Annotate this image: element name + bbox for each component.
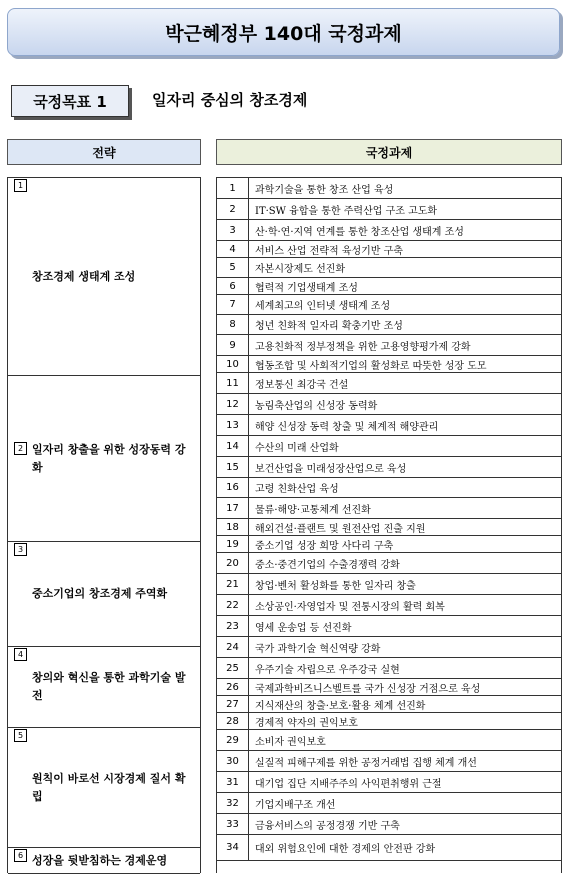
task-table — [216, 177, 562, 873]
strategy-label: 창의와 혁신을 통한 과학기술 발전 — [32, 671, 186, 702]
strategy-number: 3 — [14, 543, 27, 556]
task-label: 청년 친화적 일자리 확충기반 조성 — [255, 321, 403, 332]
task-row — [217, 553, 561, 574]
page-title: 박근혜정부 140대 국정과제 — [7, 8, 560, 56]
task-row — [217, 616, 561, 637]
strategy-label: 창조경제 생태계 조성 — [32, 269, 136, 283]
task-row — [217, 835, 561, 861]
task-number: 30 — [217, 751, 249, 771]
strategy-item-6 — [8, 848, 200, 874]
strategy-number: 2 — [14, 442, 27, 455]
tasks-header: 국정과제 — [216, 139, 562, 165]
strategy-item-5 — [8, 728, 200, 848]
strategy-number: 1 — [14, 179, 27, 192]
task-label: 해외건설·플랜트 및 원전산업 진출 지원 — [255, 523, 426, 535]
task-row — [217, 457, 561, 478]
task-number: 1 — [217, 178, 249, 198]
task-row — [217, 814, 561, 835]
task-row — [217, 478, 561, 498]
task-row — [217, 220, 561, 241]
task-row — [217, 415, 561, 436]
task-number: 18 — [217, 519, 249, 535]
task-number: 2 — [217, 199, 249, 219]
task-label: 실질적 피해구제를 위한 공정거래법 집행 체계 개선 — [255, 757, 477, 769]
task-row — [217, 178, 561, 199]
task-label: 창업·벤처 활성화를 통한 일자리 창출 — [255, 580, 416, 592]
strategy-item-2 — [8, 376, 200, 542]
task-row — [217, 373, 561, 394]
task-label: 영세 운송업 등 선진화 — [255, 622, 352, 634]
task-row — [217, 295, 561, 315]
task-label: 대기업 집단 지배주주의 사익편취행위 근절 — [255, 778, 442, 790]
task-number: 33 — [217, 814, 249, 834]
task-number: 17 — [217, 498, 249, 518]
task-number: 27 — [217, 696, 249, 712]
task-label: 국제과학비즈니스벨트를 국가 신성장 거점으로 육성 — [255, 683, 481, 695]
task-label: 지식재산의 창출·보호·활용 체계 선진화 — [255, 700, 426, 712]
task-label: 우주기술 자립으로 우주강국 실현 — [255, 664, 400, 676]
task-number: 16 — [217, 478, 249, 497]
task-number: 11 — [217, 373, 249, 393]
strategy-item-1 — [8, 178, 200, 376]
task-number: 9 — [217, 335, 249, 355]
task-label: 협력적 기업생태계 조성 — [255, 282, 358, 294]
task-label: 정보통신 최강국 건설 — [255, 379, 349, 391]
task-row — [217, 637, 561, 658]
goal-label: 국정목표 1 — [11, 85, 129, 117]
task-row — [217, 335, 561, 356]
task-row — [217, 679, 561, 696]
task-row — [217, 278, 561, 295]
strategy-item-3 — [8, 542, 200, 647]
task-row — [217, 713, 561, 730]
task-number: 3 — [217, 220, 249, 240]
task-label: 물류·해양·교통체계 선진화 — [255, 504, 371, 516]
strategy-number: 6 — [14, 849, 27, 862]
task-row — [217, 696, 561, 713]
task-label: 고령 친화산업 육성 — [255, 484, 339, 495]
strategy-header: 전략 — [7, 139, 201, 165]
task-row — [217, 356, 561, 373]
task-row — [217, 315, 561, 335]
task-label: 고용친화적 정부정책을 위한 고용영향평가제 강화 — [255, 341, 471, 353]
task-label: 서비스 산업 전략적 육성기반 구축 — [255, 245, 403, 257]
task-label: 산·학·연·지역 연계를 통한 창조산업 생태계 조성 — [255, 226, 464, 238]
task-number: 4 — [217, 241, 249, 257]
strategy-label: 성장을 뒷받침하는 경제운영 — [32, 853, 168, 867]
task-number: 14 — [217, 436, 249, 456]
task-label: 중소기업 성장 희망 사다리 구축 — [255, 540, 394, 552]
task-number: 13 — [217, 415, 249, 435]
task-label: 중소·중견기업의 수출경쟁력 강화 — [255, 559, 400, 571]
task-number: 29 — [217, 730, 249, 750]
task-label: 과학기술을 통한 창조 산업 육성 — [255, 184, 394, 196]
task-label: 수산의 미래 산업화 — [255, 442, 339, 454]
task-label: 보건산업을 미래성장산업으로 육성 — [255, 463, 407, 475]
task-label: 기업지배구조 개선 — [255, 799, 336, 811]
task-row — [217, 436, 561, 457]
task-row — [217, 498, 561, 519]
strategy-label: 원칙이 바로선 시장경제 질서 확립 — [32, 771, 186, 803]
task-number: 34 — [217, 835, 249, 860]
task-number: 24 — [217, 637, 249, 657]
task-row — [217, 730, 561, 751]
task-number: 25 — [217, 658, 249, 678]
task-row — [217, 519, 561, 536]
task-number: 22 — [217, 595, 249, 615]
task-row — [217, 574, 561, 595]
strategy-number: 5 — [14, 729, 27, 742]
task-number: 6 — [217, 278, 249, 294]
task-number: 20 — [217, 553, 249, 573]
task-label: 금융서비스의 공정경쟁 기반 구축 — [255, 820, 400, 832]
strategy-column — [7, 177, 201, 873]
task-number: 15 — [217, 457, 249, 477]
task-row — [217, 793, 561, 814]
strategy-number: 4 — [14, 648, 27, 661]
task-number: 28 — [217, 713, 249, 729]
task-label: 국가 과학기술 혁신역량 강화 — [255, 643, 381, 655]
task-row — [217, 772, 561, 793]
goal-title: 일자리 중심의 창조경제 — [152, 91, 308, 109]
task-label: 대외 위험요인에 대한 경제의 안전판 강화 — [255, 844, 436, 855]
task-row — [217, 241, 561, 258]
task-row — [217, 199, 561, 220]
task-label: 협동조합 및 사회적기업의 활성화로 따뜻한 성장 도모 — [255, 360, 487, 372]
task-number: 10 — [217, 356, 249, 372]
task-number: 26 — [217, 679, 249, 695]
task-number: 32 — [217, 793, 249, 813]
task-number: 23 — [217, 616, 249, 636]
task-label: 소비자 권익보호 — [255, 736, 326, 748]
strategy-label: 일자리 창출을 위한 성장동력 강화 — [32, 443, 186, 474]
task-label: IT·SW 융합을 통한 주력산업 구조 고도화 — [255, 205, 438, 217]
task-number: 21 — [217, 574, 249, 594]
task-label: 해양 신성장 동력 창출 및 체계적 해양관리 — [255, 421, 439, 433]
task-row — [217, 394, 561, 415]
strategy-item-4 — [8, 647, 200, 728]
task-row — [217, 536, 561, 553]
task-label: 경제적 약자의 권익보호 — [255, 717, 358, 729]
task-number: 12 — [217, 394, 249, 414]
task-number: 8 — [217, 315, 249, 334]
task-number: 5 — [217, 258, 249, 277]
task-number: 31 — [217, 772, 249, 792]
task-label: 자본시장제도 선진화 — [255, 264, 346, 275]
task-row — [217, 658, 561, 679]
task-row — [217, 751, 561, 772]
task-label: 세계최고의 인터넷 생태계 조성 — [255, 301, 391, 312]
task-label: 소상공인·자영업자 및 전통시장의 활력 회복 — [255, 601, 445, 613]
task-number: 7 — [217, 295, 249, 314]
task-row — [217, 258, 561, 278]
strategy-label: 중소기업의 창조경제 주역화 — [32, 587, 168, 600]
task-row — [217, 595, 561, 616]
task-label: 농림축산업의 신성장 동력화 — [255, 400, 378, 412]
task-number: 19 — [217, 536, 249, 552]
